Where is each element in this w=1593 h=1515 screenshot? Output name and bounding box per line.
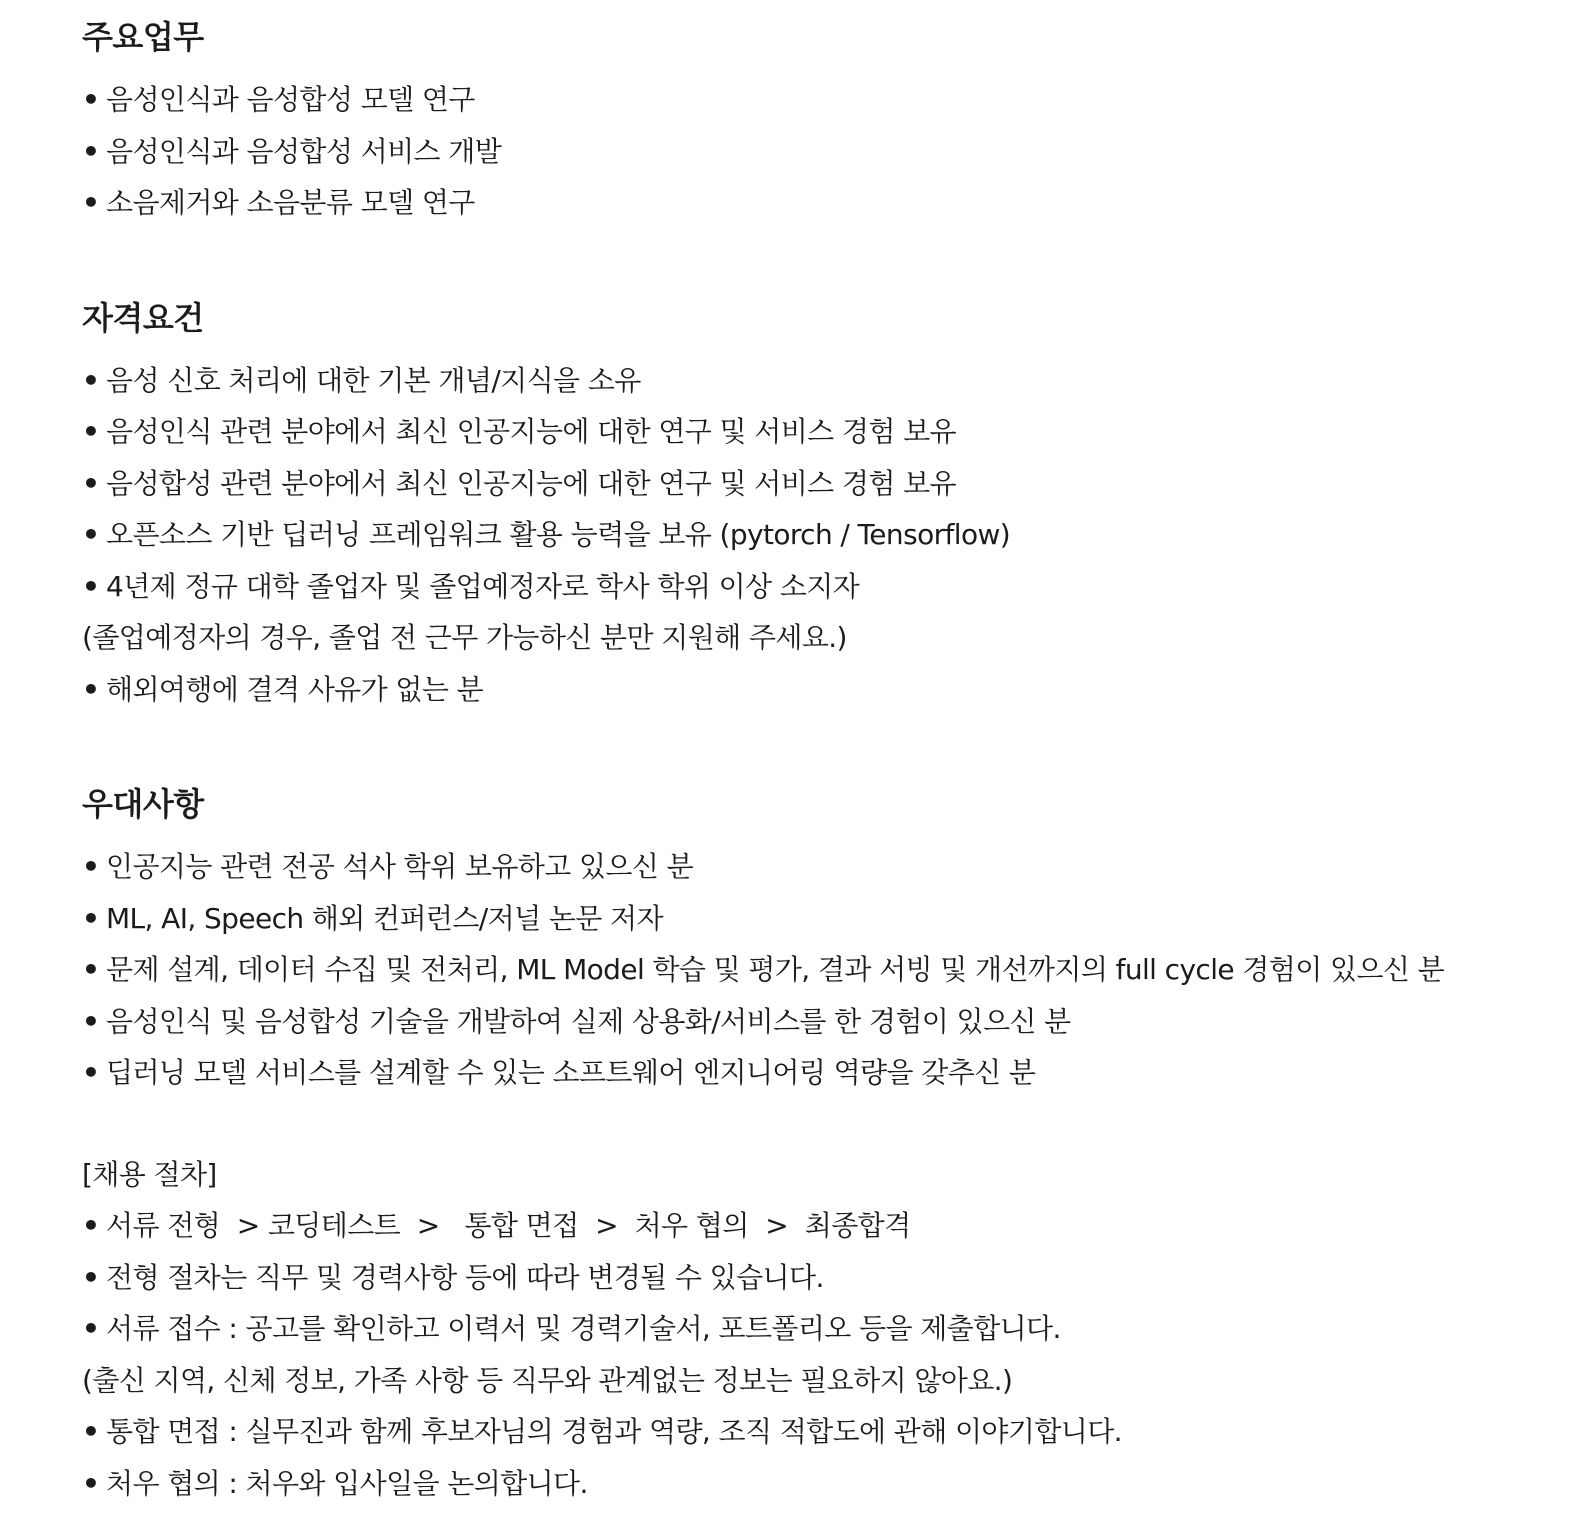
list-item: [82, 406, 1562, 458]
list-item: [82, 177, 1562, 229]
bullet-icon: •: [82, 1004, 100, 1038]
list-item: [82, 509, 1562, 561]
list-item: [82, 996, 1562, 1048]
list-item-text: 음성합성 관련 분야에서 최신 인공지능에 대한 연구 및 서비스 경험 보유: [106, 466, 956, 500]
bullet-icon: •: [82, 83, 100, 116]
bullet-icon: •: [82, 466, 100, 500]
list-item: [82, 74, 1562, 126]
list-item: [82, 944, 1562, 996]
list-item-text: 문제 설계, 데이터 수집 및 전처리, ML Model 학습 및 평가, 결과 서빙 및 개선까지의 full cycle 경험이 있으신 분: [106, 953, 1445, 986]
list-item-note: [82, 612, 1562, 664]
bullet-icon: •: [82, 1260, 100, 1294]
list-item: [82, 1458, 1562, 1510]
list-item-text: 전형 절차는 직무 및 경력사항 등에 따라 변경될 수 있습니다.: [106, 1260, 824, 1294]
bullet-icon: •: [82, 1415, 100, 1448]
list-item-text: 해외여행에 결격 사유가 없는 분: [106, 672, 484, 706]
list-item-text: 4년제 정규 대학 졸업자 및 졸업예정자로 학사 학위 이상 소지자: [106, 569, 860, 603]
list-item: [82, 1303, 1562, 1355]
list-item: [82, 1252, 1562, 1304]
list-item-text: 처우 협의 : 처우와 입사일을 논의합니다.: [106, 1466, 588, 1500]
process-heading: [82, 1149, 1562, 1201]
preferred-list: [82, 841, 1562, 1099]
list-item-text: 오픈소스 기반 딥러닝 프레임워크 활용 능력을 보유 (pytorch / Tensorflow): [106, 518, 1011, 551]
list-item: [82, 841, 1562, 893]
section-title-main-duties: 주요업무: [82, 18, 204, 56]
list-item-text: 소음제거와 소음분류 모델 연구: [106, 186, 475, 219]
bullet-icon: •: [82, 415, 100, 448]
list-item: [82, 561, 1562, 613]
list-item-text: (출신 지역, 신체 정보, 가족 사항 등 직무와 관계없는 정보는 필요하지 않아요.): [82, 1363, 1013, 1397]
bullet-icon: •: [82, 672, 100, 706]
recruitment-process-list: [82, 1149, 1562, 1510]
list-item-text: 딥러닝 모델 서비스를 설계할 수 있는 소프트웨어 엔지니어링 역량을 갖추신 분: [106, 1056, 1036, 1089]
list-item-text: 음성인식 및 음성합성 기술을 개발하여 실제 상용화/서비스를 한 경험이 있으신 분: [106, 1004, 1071, 1038]
bullet-icon: •: [82, 186, 100, 219]
qualifications-list: [82, 355, 1562, 716]
bullet-icon: •: [82, 850, 100, 883]
list-item: [82, 1047, 1562, 1099]
bullet-icon: •: [82, 1209, 100, 1242]
list-item-text: 음성인식과 음성합성 모델 연구: [106, 83, 475, 116]
list-item-text: 통합 면접 : 실무진과 함께 후보자님의 경험과 역량, 조직 적합도에 관해 이야기합니다.: [106, 1415, 1122, 1448]
section-title-qualifications: 자격요건: [82, 298, 204, 337]
list-item-text: (졸업예정자의 경우, 졸업 전 근무 가능하신 분만 지원해 주세요.): [82, 621, 847, 654]
list-item: [82, 126, 1562, 178]
main-duties-list: [82, 74, 1562, 229]
list-item-text: 음성 신호 처리에 대한 기본 개념/지식을 소유: [106, 363, 641, 397]
bullet-icon: •: [82, 1466, 100, 1500]
list-item: [82, 355, 1562, 407]
bullet-icon: •: [82, 363, 100, 397]
list-item-text: 서류 접수 : 공고를 확인하고 이력서 및 경력기술서, 포트폴리오 등을 제출합니다.: [106, 1312, 1061, 1345]
process-heading-text: [채용 절차]: [82, 1157, 217, 1191]
list-item: [82, 1200, 1562, 1252]
bullet-icon: •: [82, 953, 100, 986]
list-item-text: 인공지능 관련 전공 석사 학위 보유하고 있으신 분: [106, 850, 694, 883]
list-item-text: 음성인식 관련 분야에서 최신 인공지능에 대한 연구 및 서비스 경험 보유: [106, 415, 956, 448]
list-item-text: 서류 전형 > 코딩테스트 > 통합 면접 > 처우 협의 > 최종합격: [106, 1209, 911, 1242]
bullet-icon: •: [82, 1056, 100, 1089]
list-item: [82, 458, 1562, 510]
bullet-icon: •: [82, 901, 100, 935]
list-item: [82, 664, 1562, 716]
bullet-icon: •: [82, 1312, 100, 1345]
bullet-icon: •: [82, 134, 100, 168]
bullet-icon: •: [82, 518, 100, 551]
list-item-text: ML, AI, Speech 해외 컨퍼런스/저널 논문 저자: [106, 901, 663, 935]
list-item: [82, 893, 1562, 945]
list-item-note: [82, 1355, 1562, 1407]
list-item-text: 음성인식과 음성합성 서비스 개발: [106, 134, 502, 168]
list-item: [82, 1406, 1562, 1458]
bullet-icon: •: [82, 569, 100, 603]
section-title-preferred: 우대사항: [82, 785, 204, 823]
